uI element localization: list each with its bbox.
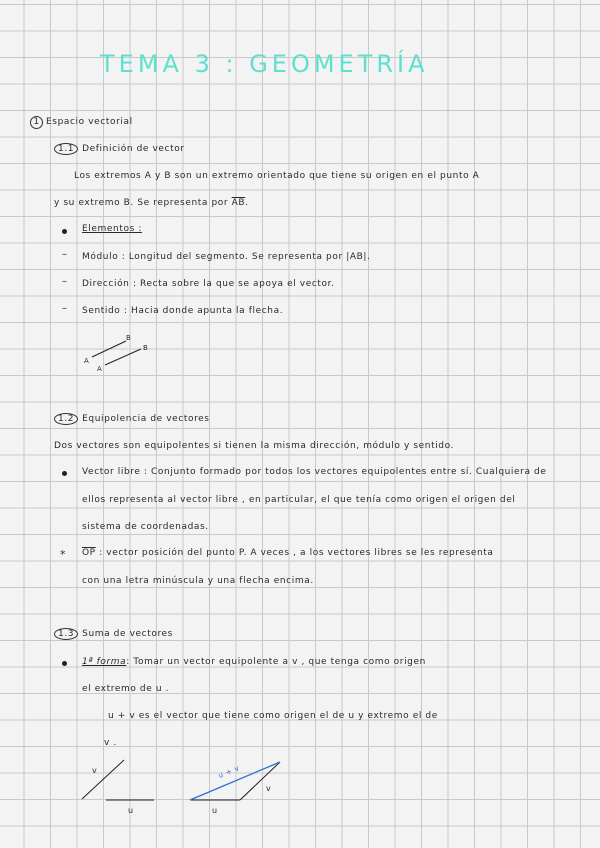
bullet-icon (62, 471, 67, 476)
vector-v-label: v (92, 766, 98, 775)
section-1-3-heading (54, 628, 173, 640)
definition-line-2: y su extremo B. Se representa por $\overline{AB}$. (54, 198, 249, 208)
sentido-line: Sentido : Hacia donde apunta la flecha. (82, 306, 284, 316)
vector-u-label: u (128, 806, 134, 815)
point-label-b1: B (126, 334, 132, 342)
dash-icon: – (62, 276, 67, 287)
definition-line-1: Los extremos A y B son un extremo orientado que tiene su origen en el punto A (74, 171, 480, 181)
forma-line-1 (82, 657, 426, 667)
vector-op-notation: $\overline{OP}$ (82, 548, 96, 558)
vector-v-label-2: v (266, 784, 272, 793)
section-1-2-heading (54, 413, 210, 425)
vector-v-line-2 (240, 762, 280, 800)
vector-sum-label: u + v (217, 764, 241, 780)
dash-icon: – (62, 303, 67, 314)
op-line-2: con una letra minúscula y una flecha encima. (82, 576, 314, 586)
vector-libre-line-3: sistema de coordenadas. (82, 522, 209, 532)
section-number: 1.3 (54, 628, 78, 640)
suma-definition-line: u + v es el vector que tiene como origen el de u y extremo el de (108, 711, 438, 721)
equipolencia-line: Dos vectores son equipolentes si tienen la misma dirección, módulo y sentido. (54, 441, 455, 451)
op-line-1 (82, 548, 494, 558)
vector-ab-notation: $\overline{AB}$ (231, 198, 246, 208)
section-title: Equipolencia de vectores (82, 414, 210, 424)
forma-line-2: el extremo de u . (82, 684, 170, 694)
section-title: Espacio vectorial (46, 117, 133, 127)
vector-u-label-2: u (212, 806, 218, 815)
vector-libre-line-2: ellos representa al vector libre , en particular, el que tenía como origen el origen del (82, 495, 516, 505)
elementos-label: Elementos : (82, 224, 142, 234)
section-title: Definición de vector (82, 144, 185, 154)
definition-text: y su extremo B. Se representa por (54, 198, 229, 208)
modulo-line: Módulo : Longitud del segmento. Se representa por |AB|. (82, 252, 371, 262)
direccion-line: Dirección : Recta sobre la que se apoya el vector. (82, 279, 335, 289)
section-number: 1.2 (54, 413, 78, 425)
vector-v-line (82, 760, 124, 799)
point-label-a1: A (84, 357, 90, 365)
dash-icon: – (62, 249, 67, 260)
bullet-icon (62, 661, 67, 666)
vector-line-ab-2 (105, 349, 141, 365)
page-title: TEMA 3 : GEOMETRÍA (100, 50, 429, 78)
vector-line-ab (92, 341, 126, 357)
vector-libre-line-1: Vector libre : Conjunto formado por todos los vectores equipolentes entre sí. Cualquiera de (82, 467, 547, 477)
asterisk-icon: * (60, 548, 67, 561)
section-title: Suma de vectores (82, 629, 173, 639)
point-label-a2: A (97, 365, 103, 373)
point-label-b2: B (143, 344, 149, 352)
forma-label: 1ª forma (82, 657, 127, 667)
op-text: : vector posición del punto P. A veces , a los vectores libres se les representa (99, 548, 494, 558)
section-number: 1.1 (54, 143, 78, 155)
section-number: 1 (30, 116, 43, 129)
suma-definition-end: v . (104, 738, 117, 748)
forma-text: : Tomar un vector equipolente a v , que tenga como origen (126, 657, 426, 667)
